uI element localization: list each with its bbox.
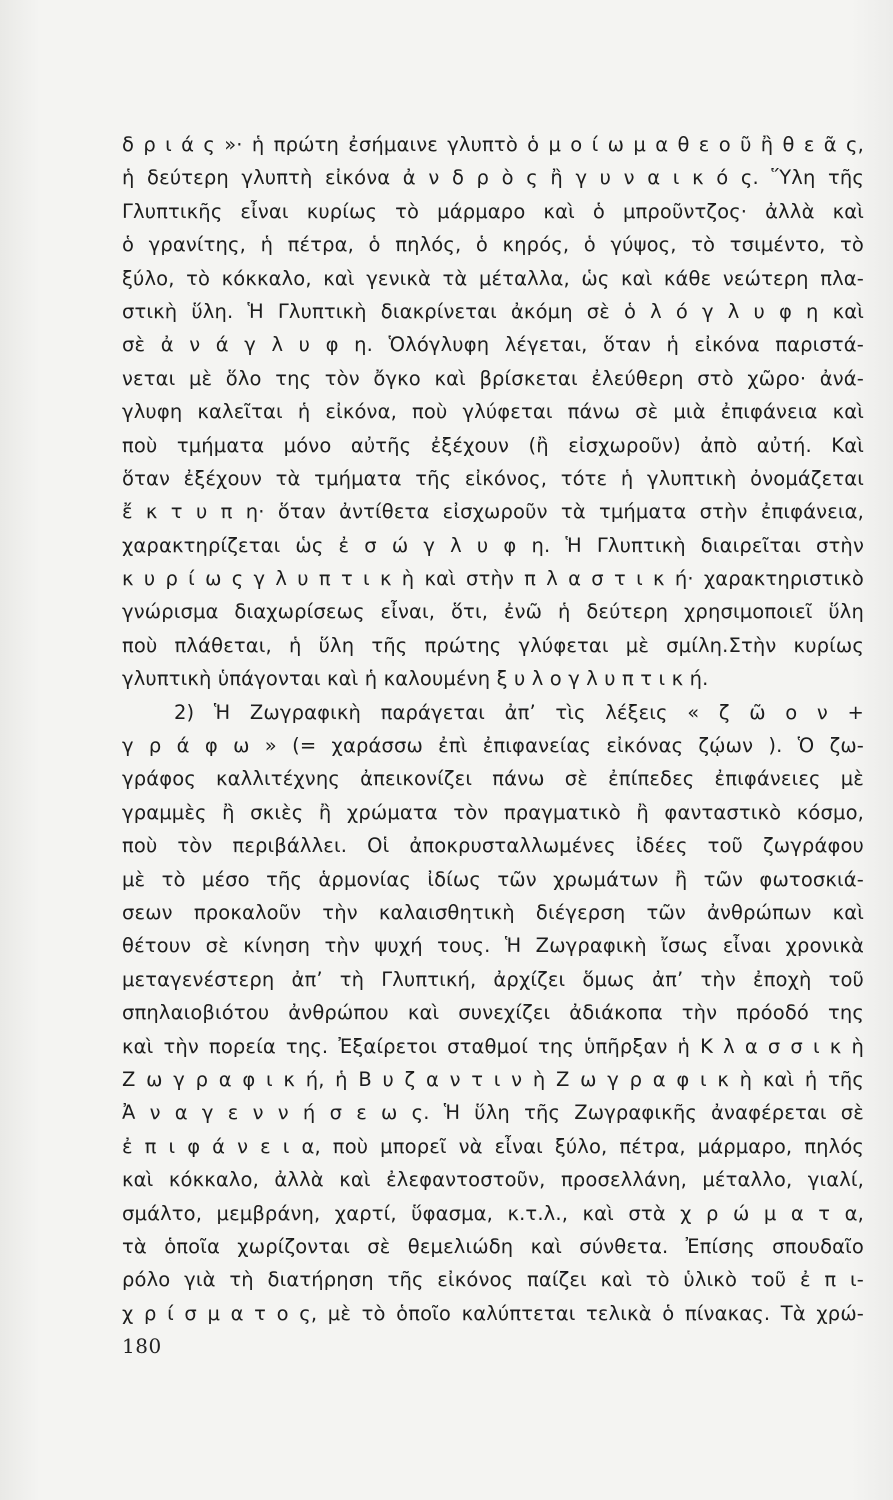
- text-line: χ ρ ί σ μ α τ ο ς, μὲ τὸ ὁποῖο καλύπτεται τελικὰ ὁ πίνακας. Τὰ χρώ-: [122, 1301, 864, 1325]
- text-line: ἔ κ τ υ π η· ὅταν ἀντίθετα εἰσχωροῦν τὰ τμήματα στὴν ἐπιφάνεια,: [122, 500, 864, 524]
- text-line: 2) Ἡ Ζωγραφικὴ παράγεται ἀπ’ τὶς λέξεις « ζ ῶ ο ν +: [174, 700, 864, 724]
- text-line: Γλυπτικῆς εἶναι κυρίως τὸ μάρμαρο καὶ ὁ μπροῦντζος· ἀλλὰ καὶ: [122, 199, 864, 223]
- text-line: τὰ ὁποῖα χωρίζονται σὲ θεμελιώδη καὶ σύνθετα. Ἐπίσης σπουδαῖο: [122, 1234, 864, 1258]
- body-text: [122, 128, 864, 1330]
- text-line: γράφος καλλιτέχνης ἀπεικονίζει πάνω σὲ ἐπίπεδες ἐπιφάνειες μὲ: [122, 767, 864, 791]
- text-line: καὶ κόκκαλο, ἀλλὰ καὶ ἐλεφαντοστοῦν, προσελλάνη, μέταλλο, γιαλί,: [122, 1168, 864, 1192]
- text-line: γλυφη καλεῖται ἡ εἰκόνα, ποὺ γλύφεται πάνω σὲ μιὰ ἐπιφάνεια καὶ: [122, 400, 864, 424]
- text-line: Ζ ω γ ρ α φ ι κ ή, ἡ Β υ ζ α ν τ ι ν ὴ Ζ ω γ ρ α φ ι κ ὴ καὶ ἡ τῆς: [122, 1067, 864, 1091]
- text-line: μὲ τὸ μέσο τῆς ἁρμονίας ἰδίως τῶν χρωμάτων ἢ τῶν φωτοσκιά-: [122, 867, 864, 891]
- page-number: 180: [122, 1334, 162, 1358]
- text-line: θέτουν σὲ κίνηση τὴν ψυχή τους. Ἡ Ζωγραφικὴ ἴσως εἶναι χρονικὰ: [122, 934, 864, 958]
- text-line: νεται μὲ ὅλο της τὸν ὄγκο καὶ βρίσκεται ἐλεύθερη στὸ χῶρο· ἀνά-: [122, 366, 864, 390]
- text-line: ποὺ τὸν περιβάλλει. Οἱ ἀποκρυσταλλωμένες ἰδέες τοῦ ζωγράφου: [122, 834, 864, 858]
- text-line: ποὺ πλάθεται, ἡ ὕλη τῆς πρώτης γλύφεται μὲ σμίλη.Στὴν κυρίως: [122, 633, 864, 657]
- text-line: γνώρισμα διαχωρίσεως εἶναι, ὅτι, ἐνῶ ἡ δεύτερη χρησιμοποιεῖ ὕλη: [122, 600, 864, 624]
- text-line: δ ρ ι ά ς »· ἡ πρώτη ἐσήμαινε γλυπτὸ ὁ μ ο ί ω μ α θ ε ο ῦ ἢ θ ε ᾶ ς,: [122, 133, 864, 156]
- text-line: χαρακτηρίζεται ὡς ἐ σ ώ γ λ υ φ η. Ἡ Γλυπτικὴ διαιρεῖται στὴν: [122, 533, 864, 557]
- text-line: σὲ ἀ ν ά γ λ υ φ η. Ὁλόγλυφη λέγεται, ὅταν ἡ εἰκόνα παριστά-: [122, 333, 864, 357]
- text-line: γ ρ ά φ ω » (= χαράσσω ἐπὶ ἐπιφανείας εἰκόνας ζῴων ). Ὁ ζω-: [122, 734, 864, 758]
- text-line: ρόλο γιὰ τὴ διατήρηση τῆς εἰκόνος παίζει καὶ τὸ ὑλικὸ τοῦ ἐ π ι-: [122, 1268, 864, 1292]
- text-line: ἐ π ι φ ά ν ε ι α, ποὺ μπορεῖ νὰ εἶναι ξύλο, πέτρα, μάρμαρο, πηλός: [122, 1134, 864, 1158]
- text-line: γραμμὲς ἢ σκιὲς ἢ χρώματα τὸν πραγματικὸ ἢ φανταστικὸ κόσμο,: [122, 800, 864, 824]
- text-line: σεων προκαλοῦν τὴν καλαισθητικὴ διέγερση τῶν ἀνθρώπων καὶ: [122, 900, 864, 924]
- text-line: ξύλο, τὸ κόκκαλο, καὶ γενικὰ τὰ μέταλλα, ὡς καὶ κάθε νεώτερη πλα-: [122, 266, 864, 290]
- text-line: καὶ τὴν πορεία της. Ἐξαίρετοι σταθμοί της ὑπῆρξαν ἡ Κ λ α σ σ ι κ ὴ: [122, 1034, 864, 1058]
- text-line: ὁ γρανίτης, ἡ πέτρα, ὁ πηλός, ὁ κηρός, ὁ γύψος, τὸ τσιμέντο, τὸ: [122, 233, 864, 257]
- text-line: γλυπτικὴ ὑπάγονται καὶ ἡ καλουμένη ξ υ λ ο γ λ υ π τ ι κ ή.: [122, 667, 709, 691]
- text-line: στικὴ ὕλη. Ἡ Γλυπτικὴ διακρίνεται ἀκόμη σὲ ὁ λ ό γ λ υ φ η καὶ: [122, 299, 864, 323]
- text-line: Ἀ ν α γ ε ν ν ή σ ε ω ς. Ἡ ὕλη τῆς Ζωγραφικῆς ἀναφέρεται σὲ: [122, 1101, 864, 1125]
- text-line: κ υ ρ ί ω ς γ λ υ π τ ι κ ὴ καὶ στὴν π λ α σ τ ι κ ή· χαρακτηριστικὸ: [122, 567, 864, 591]
- text-line: μεταγενέστερη ἀπ’ τὴ Γλυπτική, ἀρχίζει ὅμως ἀπ’ τὴν ἐποχὴ τοῦ: [122, 967, 864, 991]
- text-line: σπηλαιοβιότου ἀνθρώπου καὶ συνεχίζει ἀδιάκοπα τὴν πρόοδό της: [122, 1001, 864, 1025]
- text-line: ποὺ τμήματα μόνο αὐτῆς ἐξέχουν (ἢ εἰσχωροῦν) ἀπὸ αὐτή. Καὶ: [122, 433, 864, 457]
- text-line: ὅταν ἐξέχουν τὰ τμήματα τῆς εἰκόνος, τότε ἡ γλυπτικὴ ὀνομάζεται: [122, 466, 864, 490]
- text-line: ἡ δεύτερη γλυπτὴ εἰκόνα ἀ ν δ ρ ὸ ς ἢ γ υ ν α ι κ ό ς. Ὕλη τῆς: [122, 166, 864, 190]
- text-line: σμάλτο, μεμβράνη, χαρτί, ὕφασμα, κ.τ.λ., καὶ στὰ χ ρ ώ μ α τ α,: [122, 1201, 864, 1225]
